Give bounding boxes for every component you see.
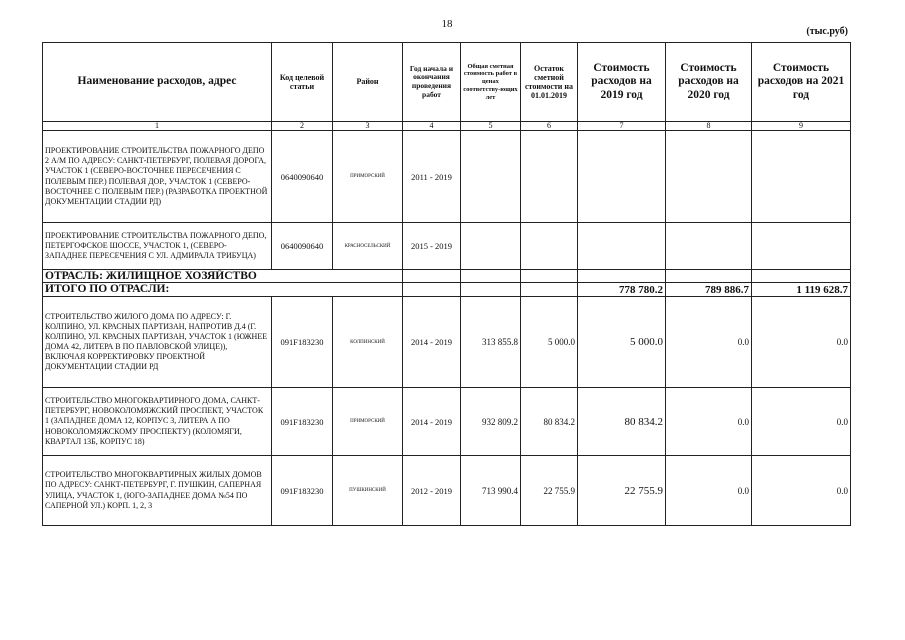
table-row xyxy=(43,131,851,223)
table-header-row xyxy=(43,43,851,122)
expense-name: ПРОЕКТИРОВАНИЕ СТРОИТЕЛЬСТВА ПОЖАРНОГО ДЕПО 2 А/М ПО АДРЕСУ: САНКТ-ПЕТЕРБУРГ, ПОЛЕВАЯ ДОРОГА, УЧАСТОК 1 (СЕВЕРО-ВОСТОЧНЕЕ ПЕРЕСЕЧЕНИЯ С ПОЛЕВЫМ ПЕР.) ПОЛЕВАЯ ДОР., УЧАСТОК 1 (СЕВЕРО-ВОСТОЧНЕЕ С ПОЛЕВЫМ ПЕР.) (РАЗРАБОТКА ПРОЕКТНОЙ ДОКУМЕНТАЦИИ СТАДИИ РД) xyxy=(43,131,272,223)
total-cost: 932 809.2 xyxy=(461,388,521,456)
expense-name: СТРОИТЕЛЬСТВО МНОГОКВАРТИРНЫХ ЖИЛЫХ ДОМОВ ПО АДРЕСУ: САНКТ-ПЕТЕРБУРГ, Г. ПУШКИН, САПЕРНАЯ УЛИЦА, УЧАСТОК 1, (ЮГО-ЗАПАДНЕЕ ДОМА №54 ПО САПЕРНОЙ УЛ.) КОРП. 1, 2, 3 xyxy=(43,456,272,526)
expense-name: ПРОЕКТИРОВАНИЕ СТРОИТЕЛЬСТВА ПОЖАРНОГО ДЕПО, ПЕТЕРГОФСКОЕ ШОССЕ, УЧАСТОК 1, (СЕВЕРО-ЗАПАДНЕЕ ПЕРЕСЕЧЕНИЯ С УЛ. АДМИРАЛА ТРИБУЦА) xyxy=(43,223,272,270)
target-code: 091F183230 xyxy=(272,456,333,526)
total-row xyxy=(43,283,851,297)
expenses-table xyxy=(42,42,851,526)
remainder: 80 834.2 xyxy=(521,388,578,456)
units-label: (тыс.руб) xyxy=(806,26,848,37)
section-row xyxy=(43,270,851,283)
expense-name: СТРОИТЕЛЬСТВО ЖИЛОГО ДОМА ПО АДРЕСУ: Г. КОЛПИНО, УЛ. КРАСНЫХ ПАРТИЗАН, НАПРОТИВ Д.4 (Г. КОЛПИНО, УЛ. КРАСНЫХ ПАРТИЗАН, УЧАСТОК 1 (ЮЖНЕЕ ДОМА 42, ЛИТЕРА В ПО ПАВЛОВСКОЙ УЛИЦЕ)), ВКЛЮЧАЯ КОРРЕКТИРОВКУ ПРОЕКТНОЙ ДОКУМЕНТАЦИИ СТАДИИ РД xyxy=(43,297,272,388)
table-row xyxy=(43,297,851,388)
page-number: 18 xyxy=(441,18,453,30)
header-cost-2020: Стоимость расходов на 2020 год xyxy=(666,43,752,122)
cost-2019: 80 834.2 xyxy=(578,388,666,456)
cost-2020: 0.0 xyxy=(666,388,752,456)
cost-2019: 22 755.9 xyxy=(578,456,666,526)
column-number: 7 xyxy=(578,122,666,131)
remainder: 22 755.9 xyxy=(521,456,578,526)
column-number: 4 xyxy=(403,122,461,131)
total-cost xyxy=(461,223,521,270)
work-period: 2014 - 2019 xyxy=(403,388,461,456)
header-expense-name: Наименование расходов, адрес xyxy=(43,43,272,122)
work-period: 2011 - 2019 xyxy=(403,131,461,223)
column-number: 1 xyxy=(43,122,272,131)
column-number: 9 xyxy=(752,122,851,131)
section-title: ОТРАСЛЬ: ЖИЛИЩНОЕ ХОЗЯЙСТВО xyxy=(43,270,403,283)
cost-2019 xyxy=(578,223,666,270)
cost-2020 xyxy=(666,223,752,270)
total-cost: 313 855.8 xyxy=(461,297,521,388)
target-code: 091F183230 xyxy=(272,388,333,456)
total-label: ИТОГО ПО ОТРАСЛИ: xyxy=(43,283,403,297)
table-row xyxy=(43,456,851,526)
work-period: 2012 - 2019 xyxy=(403,456,461,526)
header-total-cost: Общая сметная стоимость работ в ценах соответству-ющих лет xyxy=(461,43,521,122)
remainder xyxy=(521,223,578,270)
column-number: 3 xyxy=(333,122,403,131)
cost-2021: 0.0 xyxy=(752,297,851,388)
target-code: 0640090640 xyxy=(272,131,333,223)
column-number-row xyxy=(43,122,851,131)
cost-2020 xyxy=(666,131,752,223)
header-cost-2021: Стоимость расходов на 2021 год xyxy=(752,43,851,122)
district: КОЛПИНСКИЙ xyxy=(333,297,403,388)
header-cost-2019: Стоимость расходов на 2019 год xyxy=(578,43,666,122)
cost-2019 xyxy=(578,131,666,223)
district: КРАСНОСЕЛЬСКИЙ xyxy=(333,223,403,270)
column-number: 5 xyxy=(461,122,521,131)
district: ПРИМОРСКИЙ xyxy=(333,131,403,223)
total-cost: 713 990.4 xyxy=(461,456,521,526)
work-period: 2014 - 2019 xyxy=(403,297,461,388)
table-row xyxy=(43,388,851,456)
cost-2020: 0.0 xyxy=(666,456,752,526)
column-number: 8 xyxy=(666,122,752,131)
header-code: Код целевой статьи xyxy=(272,43,333,122)
remainder xyxy=(521,131,578,223)
cost-2021: 0.0 xyxy=(752,456,851,526)
total-2019: 778 780.2 xyxy=(578,283,666,297)
remainder: 5 000.0 xyxy=(521,297,578,388)
column-number: 2 xyxy=(272,122,333,131)
total-cost xyxy=(461,131,521,223)
total-2021: 1 119 628.7 xyxy=(752,283,851,297)
cost-2021 xyxy=(752,223,851,270)
header-period: Год начала и окончания проведения работ xyxy=(403,43,461,122)
work-period: 2015 - 2019 xyxy=(403,223,461,270)
header-district: Район xyxy=(333,43,403,122)
cost-2019: 5 000.0 xyxy=(578,297,666,388)
header-remainder: Остаток сметной стоимости на 01.01.2019 xyxy=(521,43,578,122)
cost-2020: 0.0 xyxy=(666,297,752,388)
cost-2021 xyxy=(752,131,851,223)
table-row xyxy=(43,223,851,270)
target-code: 0640090640 xyxy=(272,223,333,270)
expense-name: СТРОИТЕЛЬСТВО МНОГОКВАРТИРНОГО ДОМА, САНКТ-ПЕТЕРБУРГ, НОВОКОЛОМЯЖСКИЙ ПРОСПЕКТ, УЧАСТОК 1 (ЗАПАДНЕЕ ДОМА 12, КОРПУС 3, ЛИТЕРА А ПО НОВОКОЛОМЯЖСКОМУ ПРОСПЕКТУ) (КОЛОМЯГИ, КВАРТАЛ 13Б, КОРПУС 18) xyxy=(43,388,272,456)
total-2020: 789 886.7 xyxy=(666,283,752,297)
cost-2021: 0.0 xyxy=(752,388,851,456)
column-number: 6 xyxy=(521,122,578,131)
district: ПРИМОРСКИЙ xyxy=(333,388,403,456)
district: ПУШКИНСКИЙ xyxy=(333,456,403,526)
target-code: 091F183230 xyxy=(272,297,333,388)
